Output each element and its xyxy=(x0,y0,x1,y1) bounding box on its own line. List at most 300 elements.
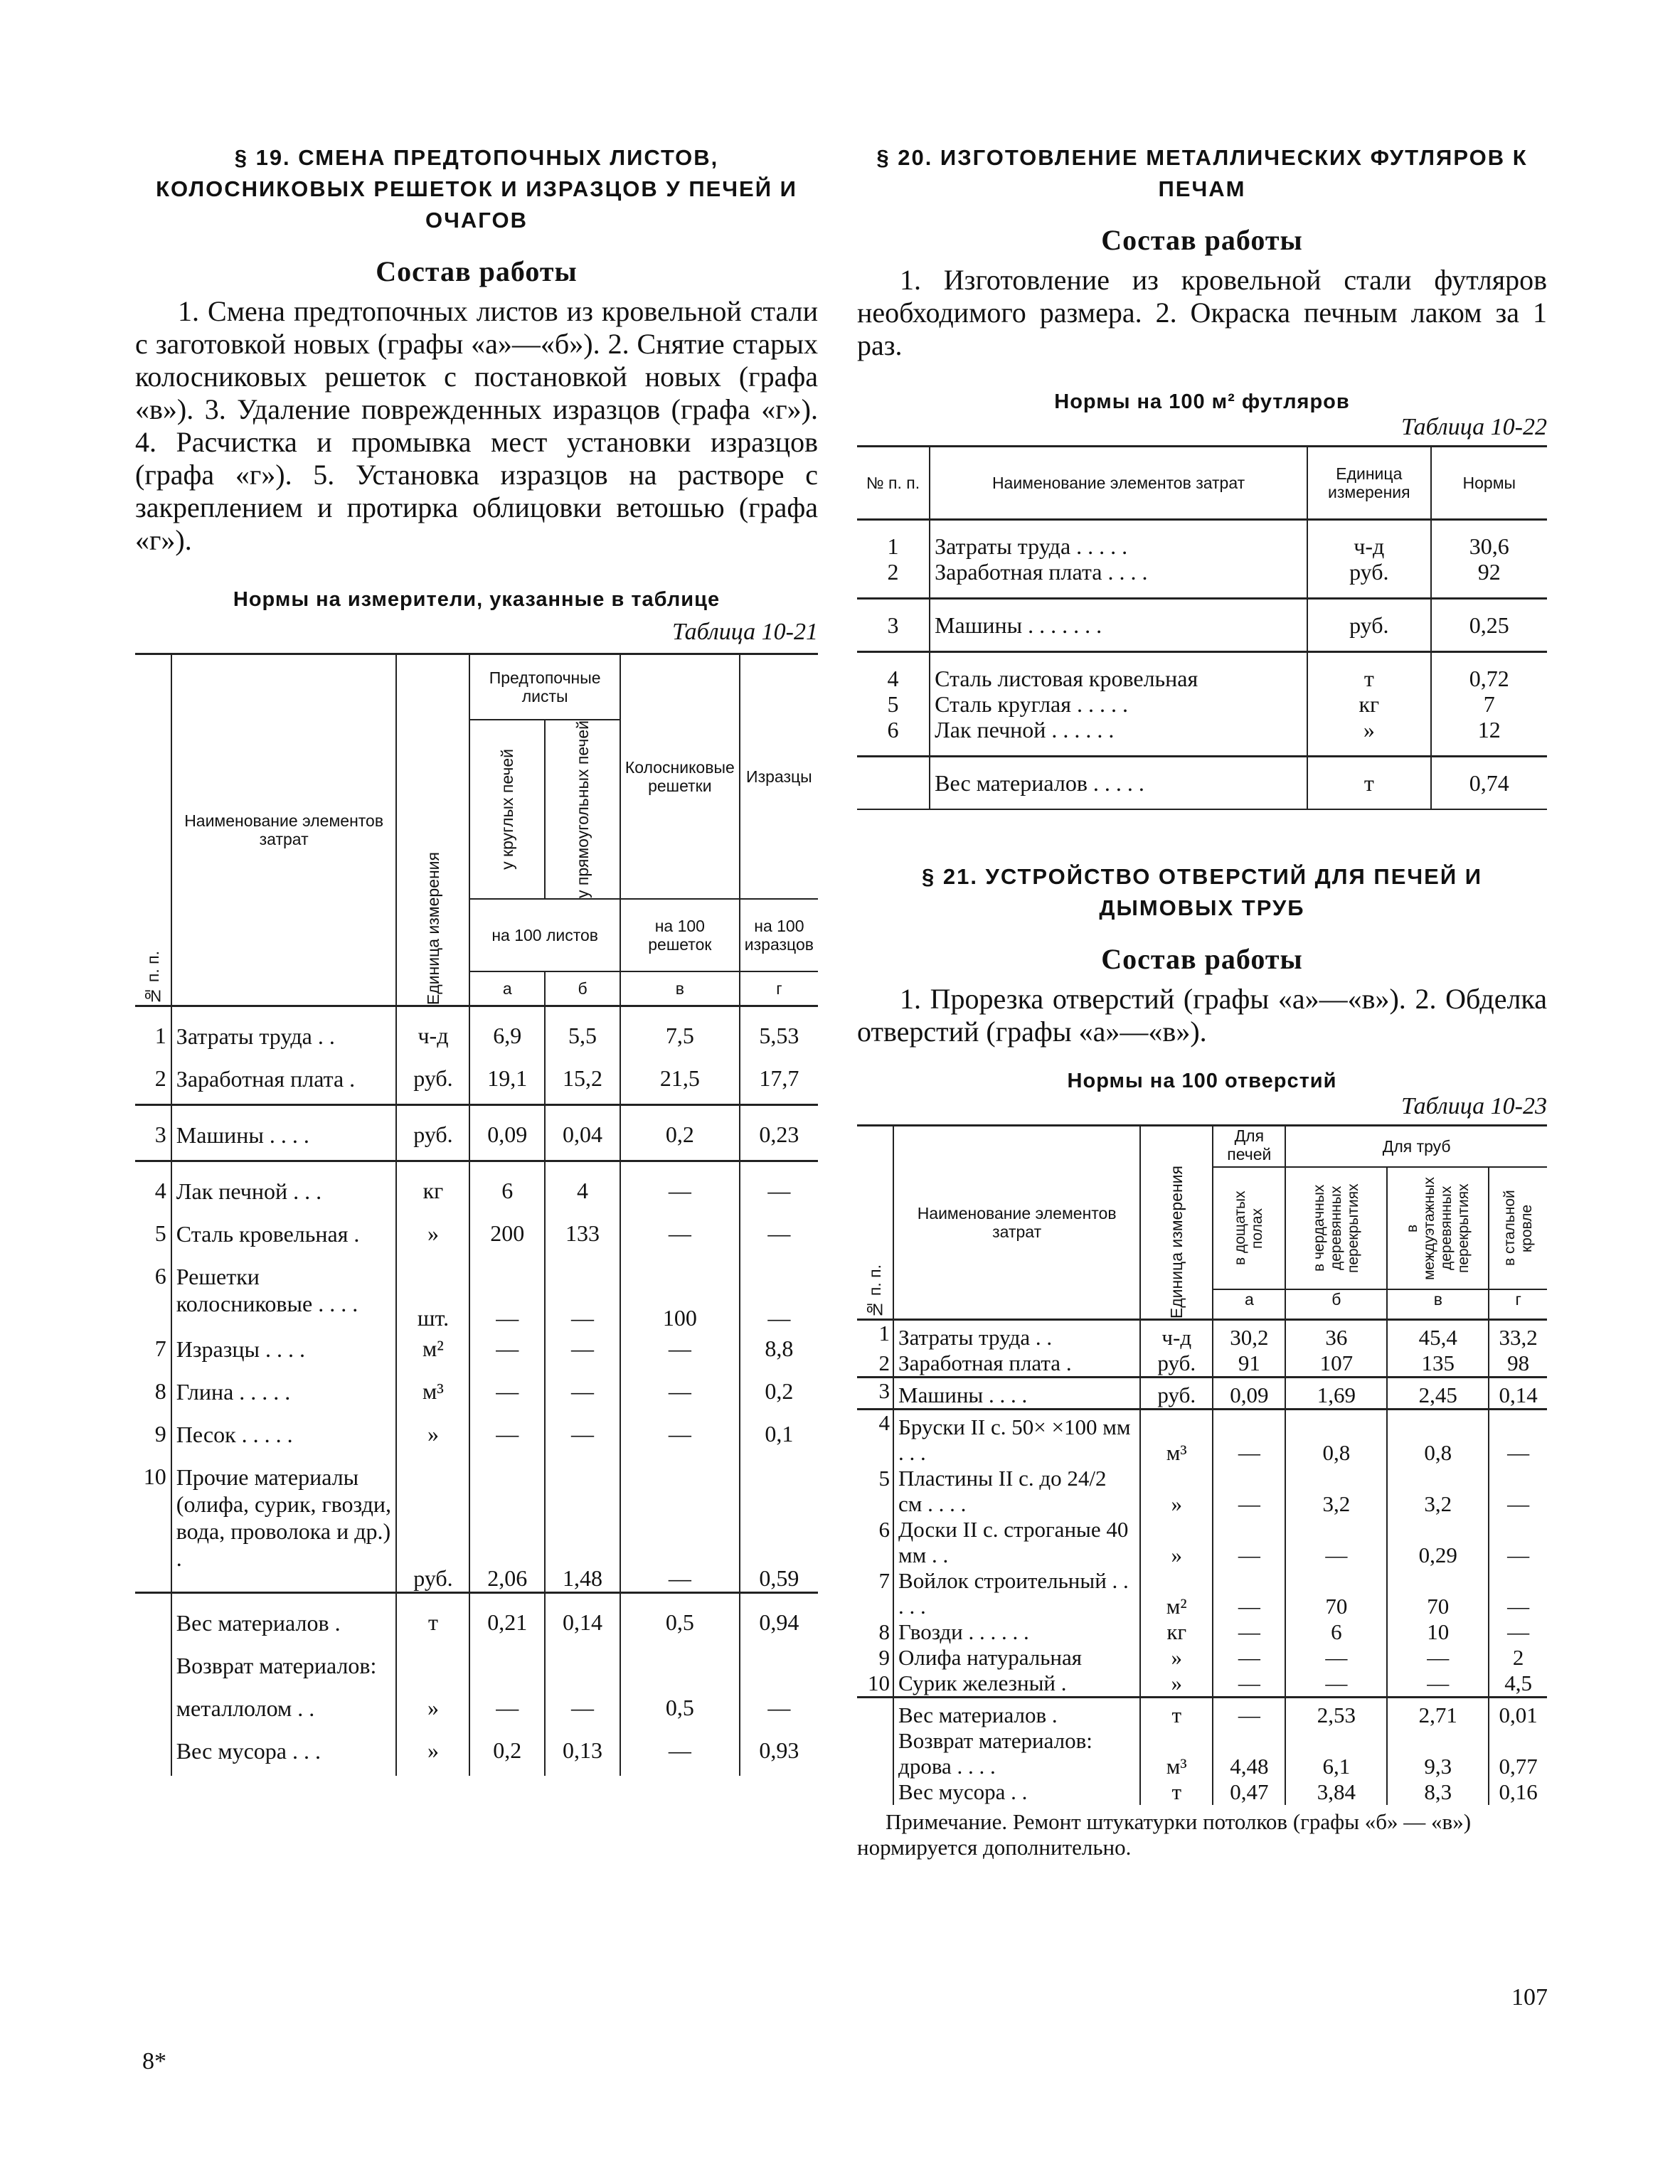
row-value: 0,25 xyxy=(1431,599,1547,652)
row-unit: » xyxy=(1307,717,1431,757)
table-10-21-caption: Нормы на измерители, указанные в таблице xyxy=(233,588,721,611)
row-unit: руб. xyxy=(396,1104,469,1161)
row-number: 10 xyxy=(868,1671,890,1695)
row-name: Решетки колосниковые . . . . xyxy=(171,1259,397,1331)
row-value-b: 0,14 xyxy=(545,1592,620,1648)
t23-header-a: в дощатых полах xyxy=(1232,1190,1266,1266)
row-number: 4 xyxy=(878,1410,890,1435)
row-value-a: — xyxy=(1213,1698,1285,1729)
header-kol: Колосниковые решетки xyxy=(620,654,740,899)
table-row xyxy=(857,1410,1547,1466)
row-value-g xyxy=(740,1648,818,1690)
table-row xyxy=(135,1417,818,1459)
row-value-g: — xyxy=(1489,1619,1547,1645)
row-name: Вес материалов . . . . . xyxy=(930,757,1307,810)
row-number: 1 xyxy=(887,533,899,559)
row-value-a: 0,09 xyxy=(1213,1378,1285,1410)
row-unit: м³ xyxy=(396,1374,469,1417)
row-value-g: 5,53 xyxy=(740,1006,818,1061)
t23-header-name: Наименование элементов затрат xyxy=(893,1126,1140,1320)
row-value-a: — xyxy=(469,1331,545,1374)
table-10-22-caption: Нормы на 100 м² футляров xyxy=(1054,390,1350,413)
row-value-b: — xyxy=(1285,1671,1387,1698)
row-value-g: 0,14 xyxy=(1489,1378,1547,1410)
t23-header-no: № п. п. xyxy=(866,1264,885,1319)
row-unit: руб. xyxy=(396,1061,469,1105)
row-value-v: 0,29 xyxy=(1387,1517,1489,1568)
row-value-v: 135 xyxy=(1387,1351,1489,1378)
row-name: Лак печной . . . xyxy=(171,1161,397,1216)
t23-header-g: в стальной кровле xyxy=(1501,1190,1535,1267)
row-value-g: 98 xyxy=(1489,1351,1547,1378)
section-20-subtitle: Состав работы xyxy=(1101,224,1303,256)
table-row xyxy=(857,1698,1547,1729)
row-number xyxy=(857,1698,893,1729)
row-name: Вес материалов . xyxy=(171,1592,397,1648)
row-value: 7 xyxy=(1431,691,1547,717)
row-value: 12 xyxy=(1431,717,1547,757)
row-value-v: 2,45 xyxy=(1387,1378,1489,1410)
row-number: 10 xyxy=(143,1463,166,1489)
row-value: 30,6 xyxy=(1431,520,1547,560)
row-value-v: 8,3 xyxy=(1387,1779,1489,1805)
t22-header-no: № п. п. xyxy=(866,474,920,492)
row-value-v: — xyxy=(620,1374,740,1417)
row-name: Сурик железный . xyxy=(893,1671,1140,1698)
row-value-g: 2 xyxy=(1489,1645,1547,1671)
row-unit: т xyxy=(1140,1698,1213,1729)
row-value-b: 36 xyxy=(1285,1320,1387,1351)
row-name: Затраты труда . . xyxy=(893,1320,1140,1351)
row-value-b: 15,2 xyxy=(545,1061,620,1105)
table-10-23-body xyxy=(857,1320,1547,1806)
row-value-b: — xyxy=(545,1374,620,1417)
table-row xyxy=(857,559,1547,599)
row-name: Глина . . . . . xyxy=(171,1374,397,1417)
row-unit: ч-д xyxy=(1307,520,1431,560)
table-row xyxy=(135,1331,818,1374)
header-pred: Предтопочные листы xyxy=(469,654,620,720)
row-value-v: — xyxy=(620,1161,740,1216)
row-value-v: — xyxy=(620,1459,740,1593)
row-number: 8 xyxy=(878,1619,890,1644)
row-value-b: 4 xyxy=(545,1161,620,1216)
row-value-b: — xyxy=(545,1331,620,1374)
row-name: Машины . . . . . . . xyxy=(930,599,1307,652)
header-izr: Изразцы xyxy=(740,654,818,899)
table-row xyxy=(135,1006,818,1061)
row-value-a: 0,2 xyxy=(469,1733,545,1776)
row-value-b: — xyxy=(1285,1645,1387,1671)
row-number: 1 xyxy=(878,1321,890,1346)
row-unit: » xyxy=(396,1690,469,1733)
table-row xyxy=(857,1351,1547,1378)
row-unit: кг xyxy=(1140,1619,1213,1645)
table-row xyxy=(135,1161,818,1216)
row-value-a: — xyxy=(1213,1671,1285,1698)
right-column xyxy=(857,142,1547,1860)
row-number: 5 xyxy=(154,1220,166,1246)
row-name: Заработная плата . . . . xyxy=(930,559,1307,599)
row-value-a: 2,06 xyxy=(469,1459,545,1593)
table-row xyxy=(857,1728,1547,1754)
row-name: Олифа натуральная xyxy=(893,1645,1140,1671)
row-name: Бруски II с. 50× ×100 мм . . . xyxy=(893,1410,1140,1466)
row-unit: » xyxy=(396,1733,469,1776)
row-value-b: 133 xyxy=(545,1216,620,1259)
header-krug: у круглых печей xyxy=(498,749,517,870)
row-unit: м² xyxy=(1140,1568,1213,1619)
row-value-b: 0,04 xyxy=(545,1104,620,1161)
row-unit: м² xyxy=(396,1331,469,1374)
row-name: Гвозди . . . . . . xyxy=(893,1619,1140,1645)
table-row xyxy=(135,1259,818,1331)
row-name: Машины . . . . xyxy=(171,1104,397,1161)
row-value-v xyxy=(620,1648,740,1690)
row-number: 4 xyxy=(887,666,899,691)
table-row xyxy=(857,717,1547,757)
row-number: 4 xyxy=(154,1177,166,1203)
header-v: в xyxy=(620,971,740,1006)
row-name: Затраты труда . . xyxy=(171,1006,397,1061)
row-unit: » xyxy=(1140,1671,1213,1698)
table-row xyxy=(135,1104,818,1161)
table-row xyxy=(857,1466,1547,1517)
row-number xyxy=(857,1728,893,1754)
row-value-a: — xyxy=(1213,1466,1285,1517)
row-number xyxy=(135,1690,171,1733)
row-value-a: 4,48 xyxy=(1213,1754,1285,1779)
table-10-23-name: Таблица 10-23 xyxy=(1401,1093,1547,1119)
row-unit xyxy=(1140,1728,1213,1754)
row-value: 0,72 xyxy=(1431,652,1547,692)
row-value-a: — xyxy=(1213,1517,1285,1568)
table-row xyxy=(135,1648,818,1690)
row-name: Сталь круглая . . . . . xyxy=(930,691,1307,717)
row-number xyxy=(857,1754,893,1779)
page-mark: 8* xyxy=(142,2048,166,2074)
section-20-body: 1. Изготовление из кровельной стали футляров необходимого размера. 2. Окраска печным лаком за 1 раз. xyxy=(857,264,1547,361)
row-number: 7 xyxy=(878,1568,890,1593)
row-value-a xyxy=(1213,1728,1285,1754)
row-unit: руб. xyxy=(396,1459,469,1593)
page-number: 107 xyxy=(1511,1984,1548,2010)
header-unit: Единица измерения xyxy=(423,851,442,1005)
row-unit: шт. xyxy=(396,1259,469,1331)
row-name: металлолом . . xyxy=(171,1690,397,1733)
header-a: а xyxy=(469,971,545,1006)
row-value-g: 0,77 xyxy=(1489,1754,1547,1779)
row-unit: т xyxy=(1307,652,1431,692)
t22-header-unit: Единица измерения xyxy=(1307,447,1431,520)
row-name: Возврат материалов: xyxy=(171,1648,397,1690)
row-name: Машины . . . . xyxy=(893,1378,1140,1410)
row-value-g: — xyxy=(740,1259,818,1331)
row-value-a: 19,1 xyxy=(469,1061,545,1105)
row-number xyxy=(135,1592,171,1648)
section-20-title: § 20. ИЗГОТОВЛЕНИЕ МЕТАЛЛИЧЕСКИХ ФУТЛЯРОВ К ПЕЧАМ xyxy=(876,145,1528,201)
row-unit: » xyxy=(396,1417,469,1459)
row-value-b: — xyxy=(545,1417,620,1459)
row-value-b: 70 xyxy=(1285,1568,1387,1619)
table-10-21-body xyxy=(135,1006,818,1776)
row-value-b: 6 xyxy=(1285,1619,1387,1645)
row-number: 7 xyxy=(154,1335,166,1361)
row-number: 5 xyxy=(887,691,899,717)
row-unit: т xyxy=(396,1592,469,1648)
row-name: Доски II с. строганые 40 мм . . xyxy=(893,1517,1140,1568)
t23-header-unit: Единица измерения xyxy=(1167,1165,1186,1319)
row-unit: руб. xyxy=(1140,1378,1213,1410)
row-value-a: — xyxy=(469,1259,545,1331)
row-value-b: 0,13 xyxy=(545,1733,620,1776)
row-value-a: — xyxy=(1213,1645,1285,1671)
t22-header-name: Наименование элементов затрат xyxy=(930,447,1307,520)
row-value-b xyxy=(545,1648,620,1690)
table-row xyxy=(857,652,1547,692)
row-number: 2 xyxy=(154,1065,166,1091)
header-g: г xyxy=(740,971,818,1006)
t23-label-b: б xyxy=(1285,1289,1387,1320)
row-unit: руб. xyxy=(1307,599,1431,652)
row-value-a: 30,2 xyxy=(1213,1320,1285,1351)
row-value-b: 2,53 xyxy=(1285,1698,1387,1729)
section-21-title: § 21. УСТРОЙСТВО ОТВЕРСТИЙ ДЛЯ ПЕЧЕЙ И ДЫМОВЫХ ТРУБ xyxy=(921,864,1483,920)
table-row xyxy=(135,1374,818,1417)
table-row xyxy=(857,1671,1547,1698)
table-row xyxy=(857,1517,1547,1568)
row-value-a: — xyxy=(469,1690,545,1733)
row-number: 5 xyxy=(878,1466,890,1491)
table-row xyxy=(135,1061,818,1105)
row-value-a: 0,21 xyxy=(469,1592,545,1648)
row-number: 3 xyxy=(878,1378,890,1403)
row-value-g xyxy=(1489,1728,1547,1754)
row-value-a: — xyxy=(469,1417,545,1459)
row-value-a: — xyxy=(1213,1568,1285,1619)
row-unit: м³ xyxy=(1140,1410,1213,1466)
row-number xyxy=(135,1648,171,1690)
row-number: 8 xyxy=(154,1378,166,1404)
row-value-g: 8,8 xyxy=(740,1331,818,1374)
row-unit: м³ xyxy=(1140,1754,1213,1779)
table-row xyxy=(857,1568,1547,1619)
row-value-v: 0,8 xyxy=(1387,1410,1489,1466)
row-value-b xyxy=(1285,1728,1387,1754)
row-value-v: — xyxy=(620,1417,740,1459)
row-name: дрова . . . . xyxy=(893,1754,1140,1779)
row-unit: кг xyxy=(1307,691,1431,717)
row-value-v: — xyxy=(620,1331,740,1374)
row-value-b: 1,48 xyxy=(545,1459,620,1593)
row-value-v: 0,5 xyxy=(620,1690,740,1733)
row-value-a xyxy=(469,1648,545,1690)
row-number: 6 xyxy=(154,1262,166,1289)
row-number: 9 xyxy=(154,1420,166,1447)
table-row xyxy=(857,1320,1547,1351)
section-21-body: 1. Прорезка отверстий (графы «а»—«в»). 2. Обделка отверстий (графы «а»—«в»). xyxy=(857,983,1547,1048)
row-value-b: 5,5 xyxy=(545,1006,620,1061)
section-19-subtitle: Состав работы xyxy=(376,255,578,287)
header-per100i: на 100 изразцов xyxy=(740,899,818,971)
table-row xyxy=(857,1619,1547,1645)
table-10-23 xyxy=(857,1124,1547,1805)
t22-header-norm: Нормы xyxy=(1431,447,1547,520)
row-name: Сталь кровельная . xyxy=(171,1216,397,1259)
t23-header-b: в чердачных деревянных перекрытиях xyxy=(1310,1183,1361,1273)
t23-header-pech: Для печей xyxy=(1213,1126,1285,1168)
table-10-23-caption: Нормы на 100 отверстий xyxy=(1067,1070,1337,1092)
row-value-b: — xyxy=(545,1259,620,1331)
row-value-g: — xyxy=(740,1161,818,1216)
row-name: Заработная плата . xyxy=(171,1061,397,1105)
header-name: Наименование элементов затрат xyxy=(171,654,397,1006)
row-name: Песок . . . . . xyxy=(171,1417,397,1459)
header-per100l: на 100 листов xyxy=(469,899,620,971)
row-value-b: 3,84 xyxy=(1285,1779,1387,1805)
table-row xyxy=(135,1690,818,1733)
row-name: Сталь листовая кровельная xyxy=(930,652,1307,692)
row-value-v: 7,5 xyxy=(620,1006,740,1061)
row-number: 3 xyxy=(154,1121,166,1147)
row-value-g: — xyxy=(1489,1410,1547,1466)
row-value-a: 91 xyxy=(1213,1351,1285,1378)
row-name: Войлок строительный . . . . . xyxy=(893,1568,1140,1619)
section-19-title: § 19. СМЕНА ПРЕДТОПОЧНЫХ ЛИСТОВ, КОЛОСНИКОВЫХ РЕШЕТОК И ИЗРАЗЦОВ У ПЕЧЕЙ И ОЧАГОВ xyxy=(156,145,797,233)
table-row xyxy=(857,599,1547,652)
row-name: Прочие материалы (олифа, сурик, гвозди, вода, проволока и др.) . xyxy=(171,1459,397,1593)
row-unit: т xyxy=(1140,1779,1213,1805)
row-unit: » xyxy=(1140,1645,1213,1671)
table-row xyxy=(135,1733,818,1776)
row-name: Изразцы . . . . xyxy=(171,1331,397,1374)
row-number: 9 xyxy=(878,1645,890,1670)
row-name: Заработная плата . xyxy=(893,1351,1140,1378)
row-value-b: 1,69 xyxy=(1285,1378,1387,1410)
row-value-a: 6,9 xyxy=(469,1006,545,1061)
table-10-21-name: Таблица 10-21 xyxy=(672,619,818,645)
table-row xyxy=(857,1645,1547,1671)
row-number xyxy=(857,1779,893,1805)
row-value-g: — xyxy=(740,1690,818,1733)
row-value-b: 3,2 xyxy=(1285,1466,1387,1517)
row-value-g: 0,94 xyxy=(740,1592,818,1648)
table-row xyxy=(135,1216,818,1259)
row-unit: т xyxy=(1307,757,1431,810)
row-value-a: 0,09 xyxy=(469,1104,545,1161)
row-value-v: — xyxy=(620,1733,740,1776)
t23-label-v: в xyxy=(1387,1289,1489,1320)
header-no: № п. п. xyxy=(143,950,162,1005)
row-value-g: — xyxy=(1489,1517,1547,1568)
section-19-body: 1. Смена предтопочных листов из кровельной стали с заготовкой новых (графы «а»—«б»). 2. Снятие старых колосниковых решеток с постановкой новых (графа «в»). 3. Удаление поврежденных изразцов (графа «г»). 4. Расчистка и промывка мест установки изразцов (графа «г»). 5. Установка изразцов на растворе с закреплением и протирка облицовки ветошью (графа «г»). xyxy=(135,295,818,556)
row-value-b: — xyxy=(1285,1517,1387,1568)
left-column xyxy=(135,142,818,1776)
row-value-b: 0,8 xyxy=(1285,1410,1387,1466)
row-unit: » xyxy=(1140,1517,1213,1568)
row-unit: ч-д xyxy=(396,1006,469,1061)
row-value-v: 70 xyxy=(1387,1568,1489,1619)
row-unit: » xyxy=(1140,1466,1213,1517)
row-number xyxy=(135,1733,171,1776)
row-value-a: 200 xyxy=(469,1216,545,1259)
row-value-v: 10 xyxy=(1387,1619,1489,1645)
row-value-g: 17,7 xyxy=(740,1061,818,1105)
row-name: Вес мусора . . . xyxy=(171,1733,397,1776)
table-row xyxy=(857,691,1547,717)
row-value-v: 2,71 xyxy=(1387,1698,1489,1729)
row-value-v: 21,5 xyxy=(620,1061,740,1105)
table-row xyxy=(857,520,1547,560)
row-value-g: — xyxy=(740,1216,818,1259)
row-value-g: — xyxy=(1489,1568,1547,1619)
row-value-a: — xyxy=(469,1374,545,1417)
row-value-v: 0,2 xyxy=(620,1104,740,1161)
row-value-v: — xyxy=(1387,1671,1489,1698)
row-unit: ч-д xyxy=(1140,1320,1213,1351)
t23-label-a: а xyxy=(1213,1289,1285,1320)
note: Примечание. Ремонт штукатурки потолков (графы «б» — «в») нормируется дополнительно. xyxy=(857,1809,1472,1860)
row-number: 1 xyxy=(154,1022,166,1048)
table-row xyxy=(135,1592,818,1648)
row-value-g: — xyxy=(1489,1466,1547,1517)
row-value-v: — xyxy=(620,1216,740,1259)
header-pryam: у прямоугольных печей xyxy=(573,720,592,898)
row-value-b: 6,1 xyxy=(1285,1754,1387,1779)
row-value-a: — xyxy=(1213,1410,1285,1466)
row-value-g: 0,01 xyxy=(1489,1698,1547,1729)
row-number: 2 xyxy=(878,1351,890,1375)
row-value-v: 45,4 xyxy=(1387,1320,1489,1351)
row-value-v: 100 xyxy=(620,1259,740,1331)
row-number xyxy=(857,757,930,810)
row-value-g: 4,5 xyxy=(1489,1671,1547,1698)
row-value-a: 0,47 xyxy=(1213,1779,1285,1805)
row-value-v: 0,5 xyxy=(620,1592,740,1648)
row-value-g: 0,93 xyxy=(740,1733,818,1776)
t23-header-v: в междуэтажных деревянных перекрытиях xyxy=(1403,1176,1472,1280)
row-number: 2 xyxy=(887,559,899,585)
table-row xyxy=(857,757,1547,810)
table-10-22-name: Таблица 10-22 xyxy=(1401,414,1547,440)
row-number: 6 xyxy=(878,1517,890,1542)
row-value-g: 0,16 xyxy=(1489,1779,1547,1805)
row-value-g: 0,2 xyxy=(740,1374,818,1417)
row-name: Вес мусора . . xyxy=(893,1779,1140,1805)
row-value-v: — xyxy=(1387,1645,1489,1671)
row-value: 92 xyxy=(1431,559,1547,599)
row-value-g: 0,23 xyxy=(740,1104,818,1161)
row-value-a: — xyxy=(1213,1619,1285,1645)
table-row xyxy=(135,1459,818,1593)
row-value-a: 6 xyxy=(469,1161,545,1216)
row-value-g: 0,1 xyxy=(740,1417,818,1459)
row-name: Пластины II с. до 24/2 см . . . . xyxy=(893,1466,1140,1517)
table-10-21 xyxy=(135,653,818,1776)
row-value-g: 33,2 xyxy=(1489,1320,1547,1351)
row-unit xyxy=(396,1648,469,1690)
table-10-22 xyxy=(857,445,1547,810)
row-value-v: 3,2 xyxy=(1387,1466,1489,1517)
table-10-22-body xyxy=(857,520,1547,810)
row-unit: кг xyxy=(396,1161,469,1216)
row-name: Затраты труда . . . . . xyxy=(930,520,1307,560)
row-unit: руб. xyxy=(1140,1351,1213,1378)
row-value-v xyxy=(1387,1728,1489,1754)
row-name: Вес материалов . xyxy=(893,1698,1140,1729)
row-name: Лак печной . . . . . . xyxy=(930,717,1307,757)
row-value-g: 0,59 xyxy=(740,1459,818,1593)
